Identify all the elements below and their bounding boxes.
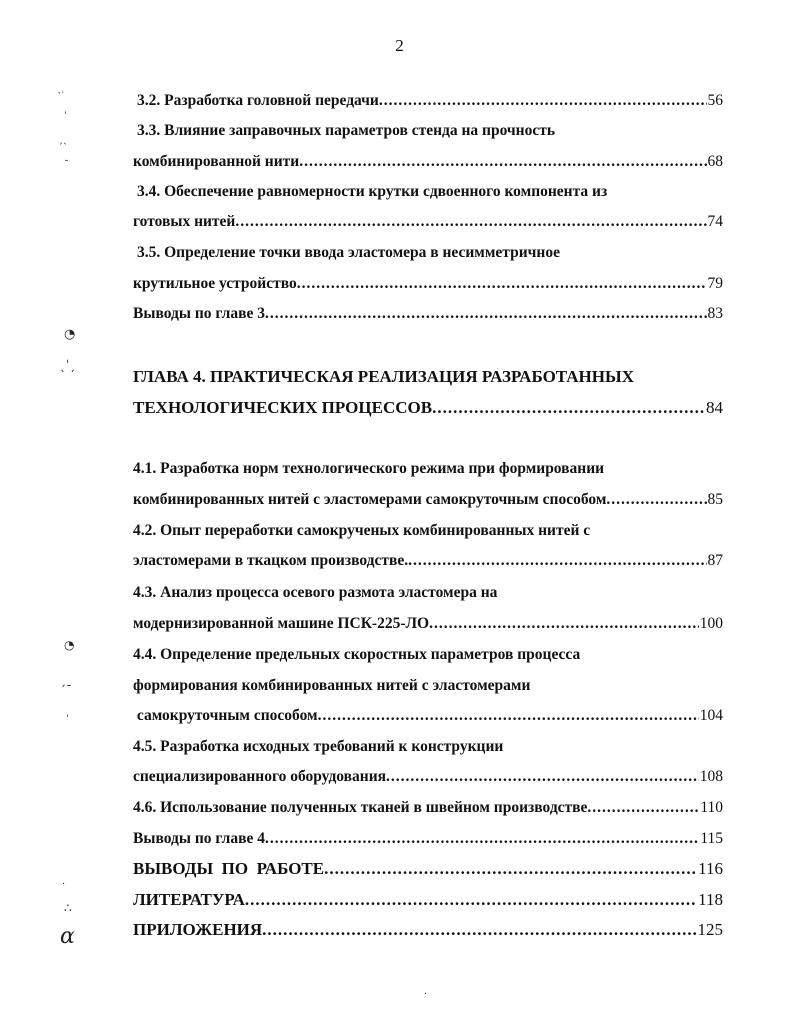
dot-leader <box>606 490 706 510</box>
toc-entry-page: 83 <box>707 305 723 322</box>
dot-leader <box>297 274 707 294</box>
toc-entry-title: комбинированной нити <box>133 153 300 170</box>
dot-leader <box>245 890 697 910</box>
dot-leader <box>379 91 707 111</box>
toc-entry-4-1-line1: 4.1. Разработка норм технологического режима при формировании <box>133 460 605 477</box>
toc-entry-title: Выводы по главе 3 <box>133 305 265 322</box>
toc-entry-4-2 <box>133 551 723 571</box>
toc-entry-4-5 <box>133 767 723 787</box>
toc-entry-4-1 <box>133 490 723 510</box>
scan-mark: ˏˍ <box>60 673 72 687</box>
toc-entry-page: 116 <box>698 859 723 878</box>
toc-entry-title: Выводы по главе 4 <box>133 830 265 847</box>
dot-leader <box>299 152 706 172</box>
chapter-4-heading-line1: ГЛАВА 4. ПРАКТИЧЕСКАЯ РЕАЛИЗАЦИЯ РАЗРАБОТАННЫХ <box>133 367 634 386</box>
toc-entry-3-5-line1: 3.5. Определение точки ввода эластомера в несимметричное <box>137 244 560 261</box>
toc-entry-title: ЛИТЕРАТУРА <box>133 890 245 909</box>
toc-entry-4-6 <box>133 798 723 818</box>
toc-entry-page: 84 <box>706 398 723 417</box>
scan-mark: ◔ <box>64 327 76 342</box>
toc-entry-3-5 <box>133 274 723 294</box>
toc-entry-page: 100 <box>699 615 723 632</box>
dot-leader <box>262 920 696 940</box>
toc-entry-3-3-line1: 3.3. Влияние заправочных параметров стенда на прочность <box>137 122 556 139</box>
dot-leader <box>408 551 706 571</box>
toc-entry-page: 125 <box>697 920 723 939</box>
toc-entry-title: комбинированных нитей с эластомерами самокруточным способом <box>133 491 607 508</box>
toc-entry-4-4-line1: 4.4. Определение предельных скоростных параметров процесса <box>133 646 581 663</box>
toc-entry-title: модернизированной машине ПСК-225-ЛО <box>133 615 430 632</box>
toc-entry-title: специализированного оборудования <box>133 768 387 785</box>
toc-entry-page: 56 <box>707 92 723 109</box>
dot-leader <box>386 767 699 787</box>
scan-mark: ‵˙ <box>58 91 66 102</box>
dot-leader <box>324 859 697 879</box>
toc-entry-title: 4.6. Использование полученных тканей в швейном производстве <box>133 799 588 816</box>
toc-entry-chapter-4 <box>133 398 723 418</box>
scan-mark: ˎˈˏ <box>60 358 76 372</box>
dot-leader <box>429 614 699 634</box>
toc-entry-conclusions-3 <box>133 304 723 324</box>
toc-entry-title: эластомерами в ткацком производстве. <box>133 552 409 569</box>
toc-entry-title: ТЕХНОЛОГИЧЕСКИХ ПРОЦЕССОВ <box>133 398 433 417</box>
toc-entry-conclusions-4 <box>133 829 723 849</box>
dot-leader <box>318 706 699 726</box>
toc-entry-work-conclusions <box>133 859 723 879</box>
scan-mark: ∴ <box>64 901 72 915</box>
toc-entry-4-5-line1: 4.5. Разработка исходных требований к конструкции <box>133 738 504 755</box>
page-number: 2 <box>395 36 404 55</box>
toc-entry-page: 87 <box>707 552 723 569</box>
handwritten-mark: α <box>60 924 75 949</box>
toc-entry-literature <box>133 890 723 910</box>
toc-entry-page: 85 <box>707 491 723 508</box>
toc-entry-appendices <box>133 920 723 940</box>
toc-entry-title: самокруточным способом <box>133 707 318 724</box>
dot-leader <box>265 829 699 849</box>
toc-entry-title: ВЫВОДЫ ПО РАБОТЕ <box>133 859 325 878</box>
toc-entry-page: 115 <box>700 830 723 847</box>
toc-entry-3-4-line1: 3.4. Обеспечение равномерности крутки сдвоенного компонента из <box>137 183 608 200</box>
toc-entry-page: 74 <box>707 213 723 230</box>
toc-entry-page: 104 <box>699 707 723 724</box>
toc-entry-3-2 <box>137 91 723 111</box>
dot-leader <box>587 798 699 818</box>
toc-entry-4-3 <box>133 614 723 634</box>
toc-entry-title: крутильное устройство <box>133 275 297 292</box>
toc-entry-page: 108 <box>699 768 723 785</box>
dot-leader <box>265 304 707 324</box>
scan-mark: ˈ <box>66 714 69 725</box>
toc-entry-3-4 <box>133 212 723 232</box>
scan-mark: · <box>424 989 428 1000</box>
scan-mark: ˈ <box>64 111 67 122</box>
dot-leader <box>235 212 706 232</box>
toc-entry-page: 79 <box>707 275 723 292</box>
toc-entry-4-4 <box>133 706 723 726</box>
scan-mark: ˍ <box>64 151 69 162</box>
toc-entry-page: 110 <box>700 799 723 816</box>
toc-entry-title: ПРИЛОЖЕНИЯ <box>133 920 263 939</box>
dot-leader <box>432 398 705 418</box>
scan-mark: · <box>62 879 66 890</box>
toc-entry-3-3 <box>133 152 723 172</box>
toc-entry-4-4-line2: формирования комбинированных нитей с эластомерами <box>133 677 531 694</box>
toc-entry-4-2-line1: 4.2. Опыт переработки самокрученых комбинированных нитей с <box>133 522 591 539</box>
scan-mark: ˏˎ <box>58 134 68 145</box>
toc-entry-4-3-line1: 4.3. Анализ процесса осевого размота эластомера на <box>133 584 498 601</box>
toc-entry-title: 3.2. Разработка головной передачи <box>137 92 379 109</box>
scan-mark: ◔ <box>64 638 75 652</box>
toc-entry-title: готовых нитей <box>133 213 236 230</box>
toc-entry-page: 68 <box>707 153 723 170</box>
toc-entry-page: 118 <box>698 890 723 909</box>
